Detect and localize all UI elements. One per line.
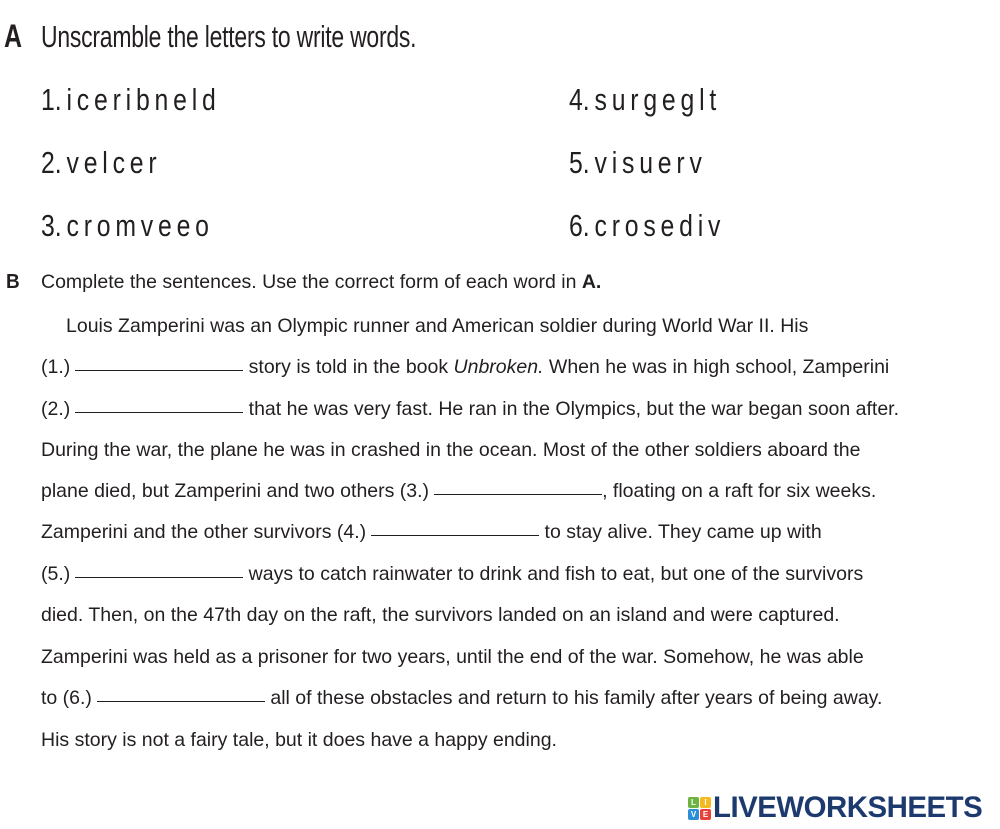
scrambled-letters: visuerv <box>594 145 707 180</box>
book-title: Unbroken. <box>453 356 544 378</box>
line-text: plane died, but Zamperini and two others (3.) <box>41 480 430 502</box>
blank-number-5: (5.) <box>41 563 71 585</box>
passage-line-5 <box>41 519 822 545</box>
answer-blank-1[interactable] <box>75 370 243 371</box>
answer-blank-6[interactable] <box>97 701 265 702</box>
answer-blank-5[interactable] <box>75 577 243 578</box>
instructions-bold-ref: A. <box>581 271 602 293</box>
logo-squares-icon <box>688 797 711 820</box>
logo-square-e: E <box>700 809 711 820</box>
passage-line-1 <box>41 354 889 380</box>
item-number: 3. <box>41 208 62 243</box>
answer-blank-3[interactable] <box>434 494 602 495</box>
passage-line-6 <box>41 561 863 587</box>
item-number: 5. <box>569 145 590 180</box>
scrambled-letters: crosediv <box>594 208 726 243</box>
section-a-instructions: Unscramble the letters to write words. <box>41 19 417 54</box>
logo-square-l: L <box>688 797 699 808</box>
section-b-label: B <box>6 271 20 293</box>
scramble-item-1 <box>41 82 221 118</box>
scramble-item-6 <box>569 208 725 244</box>
scramble-item-3 <box>41 208 214 244</box>
liveworksheets-logo[interactable] <box>688 793 988 823</box>
line-text: to (6.) <box>41 687 92 709</box>
item-number: 6. <box>569 208 590 243</box>
passage-line-3: During the war, the plane he was in crashed in the ocean. Most of the other soldiers aboard the <box>41 439 861 461</box>
line-text: story is told in the book <box>243 356 454 378</box>
scramble-item-4 <box>569 82 721 118</box>
passage-line-7: died. Then, on the 47th day on the raft, the survivors landed on an island and were captured. <box>41 604 840 626</box>
line-text: When he was in high school, Zamperini <box>543 356 890 378</box>
line-text: Zamperini and the other survivors (4.) <box>41 521 367 543</box>
passage-line-0: Louis Zamperini was an Olympic runner and American soldier during World War II. His <box>66 315 809 337</box>
section-a-label: A <box>4 18 23 54</box>
logo-square-i: I <box>700 797 711 808</box>
section-b-instructions <box>41 271 601 294</box>
passage-line-4 <box>41 478 876 504</box>
blank-number-2: (2.) <box>41 398 71 420</box>
passage-line-10: His story is not a fairy tale, but it does have a happy ending. <box>41 729 557 751</box>
scramble-item-5 <box>569 145 707 181</box>
scrambled-letters: cromveeo <box>66 208 214 243</box>
logo-text: LIVEWORKSHEETS <box>713 791 983 824</box>
passage-line-8: Zamperini was held as a prisoner for two years, until the end of the war. Somehow, he was able <box>41 646 864 668</box>
instructions-text: Complete the sentences. Use the correct form of each word in <box>41 271 582 293</box>
answer-blank-2[interactable] <box>75 412 243 413</box>
line-text: that he was very fast. He ran in the Olympics, but the war began soon after. <box>243 398 900 420</box>
item-number: 4. <box>569 82 590 117</box>
line-text: all of these obstacles and return to his family after years of being away. <box>264 687 883 709</box>
scramble-item-2 <box>41 145 161 181</box>
line-text: ways to catch rainwater to drink and fish to eat, but one of the survivors <box>243 563 864 585</box>
item-number: 2. <box>41 145 62 180</box>
answer-blank-4[interactable] <box>371 535 539 536</box>
passage-line-2 <box>41 396 899 422</box>
scrambled-letters: surgeglt <box>594 82 722 117</box>
line-text: , floating on a raft for six weeks. <box>602 480 877 502</box>
scrambled-letters: velcer <box>66 145 162 180</box>
item-number: 1. <box>41 82 62 117</box>
line-text: to stay alive. They came up with <box>539 521 822 543</box>
logo-square-v: V <box>688 809 699 820</box>
blank-number-1: (1.) <box>41 356 71 378</box>
passage-line-9 <box>41 685 882 711</box>
scrambled-letters: iceribneld <box>66 82 221 117</box>
